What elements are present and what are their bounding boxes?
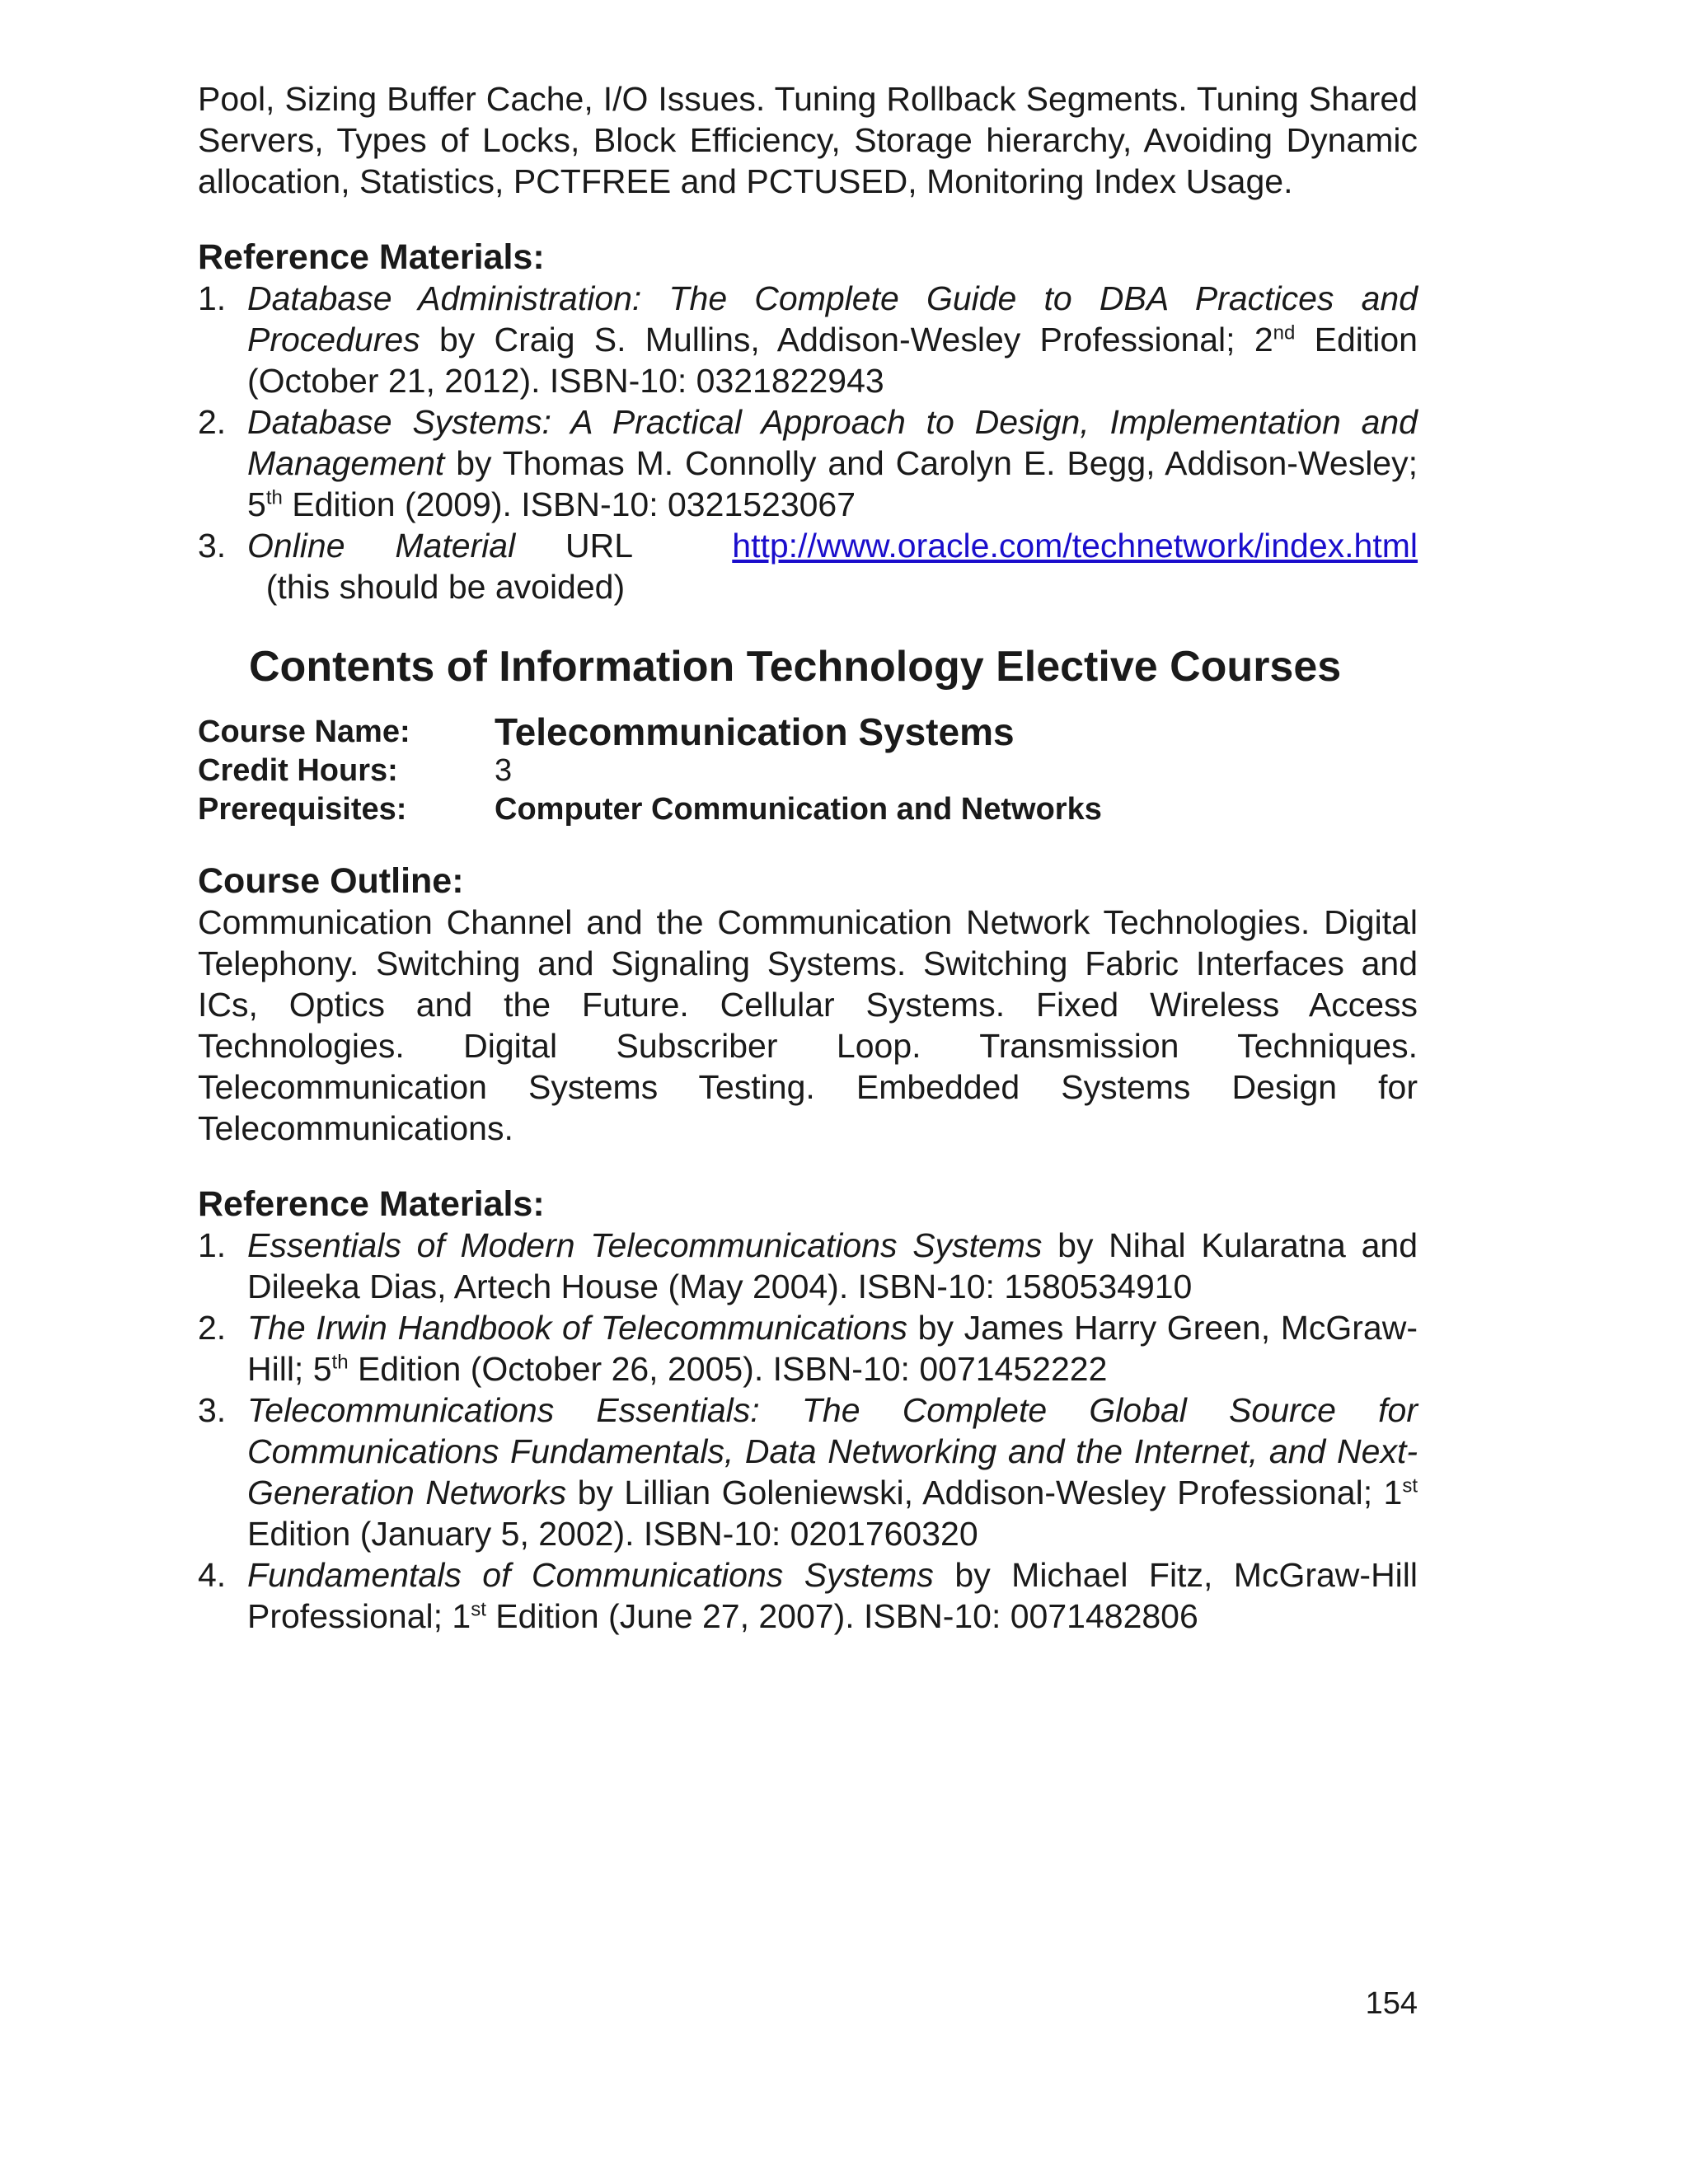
reference-number: 4. — [198, 1556, 227, 1594]
page-number: 154 — [1365, 1986, 1418, 2021]
reference-detail: by Lillian Goleniewski, Addison-Wesley Professional; 1 — [566, 1474, 1403, 1511]
spacer — [198, 202, 1418, 237]
reference-materials-heading: Reference Materials: — [198, 237, 545, 277]
reference-title: Fundamentals of Communications Systems — [247, 1556, 934, 1594]
reference-item — [198, 1307, 1418, 1390]
spacer — [198, 607, 1418, 642]
credit-hours-value: 3 — [495, 753, 513, 788]
intro-paragraph: Pool, Sizing Buffer Cache, I/O Issues. Tuning Rollback Segments. Tuning Shared Servers, Types of Locks, Block Efficiency, Storage hierarchy, Avoiding Dynamic allocation, Statistics, PCTFREE and PCTUSED, Monitoring Index Usage. — [198, 80, 1418, 200]
document-page — [198, 78, 1418, 1637]
reference-detail: URL — [515, 527, 733, 565]
reference-detail: by Michael Fitz, McGraw-Hill Professional; 1 — [247, 1556, 1418, 1635]
reference-number: 1. — [198, 1226, 227, 1264]
prerequisites-value: Computer Communication and Networks — [495, 792, 1102, 827]
reference-text — [247, 1307, 1418, 1390]
reference-item — [198, 525, 1418, 607]
reference-detail: Edition (June 27, 2007). ISBN-10: 0071482806 — [485, 1597, 1198, 1635]
reference-text — [247, 525, 1418, 607]
reference-detail: by Thomas M. Connolly and Carolyn E. Begg, Addison-Wesley; 5 — [247, 444, 1418, 523]
course-name-label: Course Name: — [198, 715, 410, 749]
reference-number: 2. — [198, 1309, 227, 1347]
reference-number: 3. — [198, 1391, 227, 1429]
reference-item — [198, 1554, 1418, 1637]
reference-detail: Edition (2009). ISBN-10: 0321523067 — [282, 485, 856, 523]
reference-title: Essentials of Modern Telecommunications Systems — [247, 1226, 1043, 1264]
reference-title: Online Material — [247, 527, 516, 565]
reference-materials-heading: Reference Materials: — [198, 1184, 545, 1224]
ordinal-suffix: th — [331, 1351, 349, 1374]
reference-item — [198, 1390, 1418, 1554]
reference-detail: Edition (October 21, 2012). ISBN-10: 0321822943 — [247, 321, 1418, 400]
reference-list-2 — [198, 1225, 1418, 1637]
reference-detail: Edition (January 5, 2002). ISBN-10: 0201760320 — [247, 1515, 978, 1553]
spacer — [198, 1149, 1418, 1183]
reference-text — [247, 1225, 1418, 1307]
reference-text — [247, 278, 1418, 401]
reference-item — [198, 401, 1418, 525]
course-outline-paragraph: Communication Channel and the Communication Network Technologies. Digital Telephony. Switching and Signaling Systems. Switching Fabric Interfaces and ICs, Optics and the Future. Cellular Systems. Fixed Wireless Access Technologies. Digital Subscriber Loop. Transmission Techniques. Telecommunication Systems Testing. Embedded Systems Design for Telecommunications. — [198, 903, 1418, 1147]
reference-title: Telecommunications Essentials: The Complete Global Source for Communications Fundamentals, Data Networking and the Internet, and Next-Generation Networks — [247, 1391, 1418, 1511]
reference-text — [247, 1390, 1418, 1554]
reference-detail: (this should be avoided) — [247, 568, 626, 606]
reference-number: 1. — [198, 279, 227, 317]
page-title: Contents of Information Technology Elective Courses — [249, 643, 1342, 691]
course-outline-heading: Course Outline: — [198, 861, 464, 901]
reference-detail: by Craig S. Mullins, Addison-Wesley Professional; 2 — [420, 321, 1273, 359]
ordinal-suffix: st — [471, 1598, 486, 1621]
ordinal-suffix: nd — [1273, 321, 1296, 344]
spacer — [198, 829, 1418, 860]
reference-detail: by Nihal Kularatna and Dileeka Dias, Artech House (May 2004). ISBN-10: 1580534910 — [247, 1226, 1418, 1305]
reference-title: Database Administration: The Complete Guide to DBA Practices and Procedures — [247, 279, 1418, 359]
reference-text — [247, 401, 1418, 525]
prerequisites-label: Prerequisites: — [198, 792, 407, 827]
reference-item — [198, 278, 1418, 401]
credit-hours-label: Credit Hours: — [198, 753, 398, 788]
course-name-value: Telecommunication Systems — [495, 710, 1015, 753]
reference-detail: by James Harry Green, McGraw-Hill; 5 — [247, 1309, 1418, 1388]
ordinal-suffix: st — [1402, 1474, 1418, 1497]
ordinal-suffix: th — [265, 486, 283, 509]
reference-number: 2. — [198, 403, 227, 441]
reference-number: 3. — [198, 527, 227, 565]
reference-list-1 — [198, 278, 1418, 607]
reference-item — [198, 1225, 1418, 1307]
oracle-technetwork-link[interactable]: http://www.oracle.com/technetwork/index.html — [732, 527, 1418, 565]
reference-text — [247, 1554, 1418, 1637]
reference-title: Database Systems: A Practical Approach to Design, Implementation and Management — [247, 403, 1418, 482]
reference-title: The Irwin Handbook of Telecommunications — [247, 1309, 908, 1347]
course-info — [198, 710, 1418, 829]
reference-detail: Edition (October 26, 2005). ISBN-10: 0071452222 — [348, 1350, 1108, 1388]
